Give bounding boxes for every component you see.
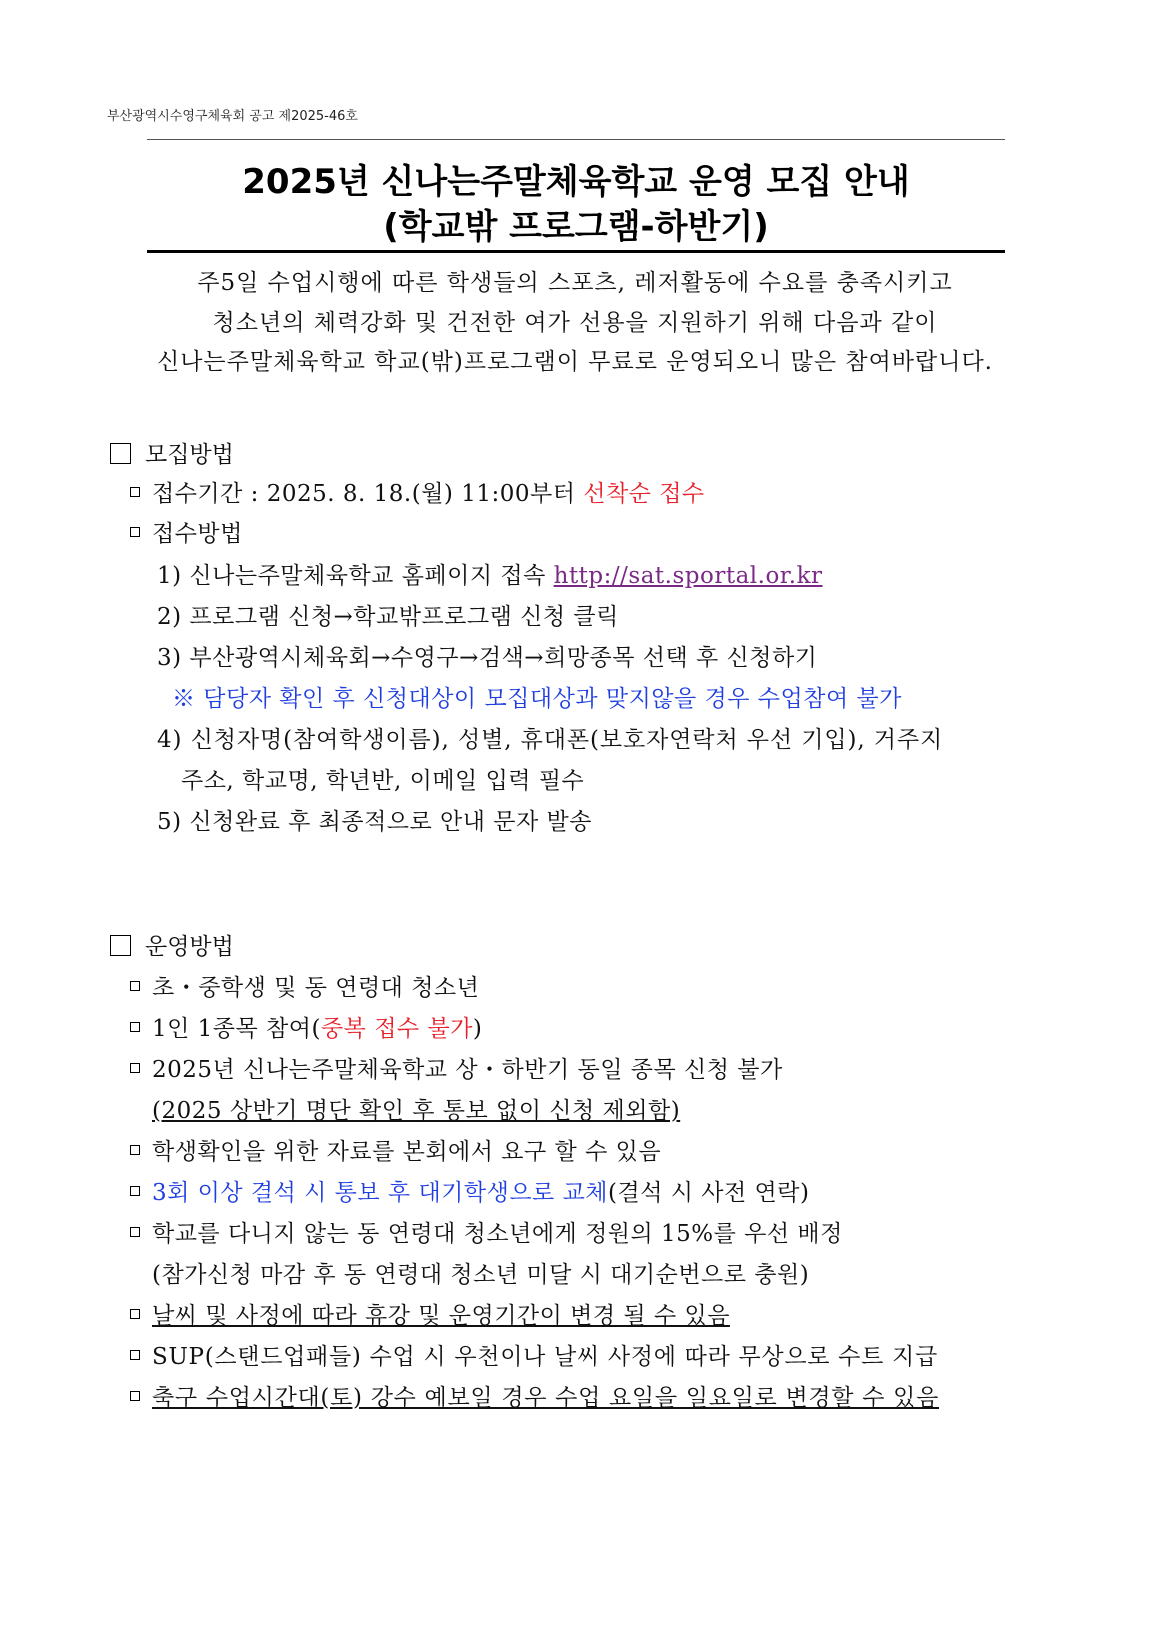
recruit-step-3: 3) 부산광역시체육회→수영구→검색→희망종목 선택 후 신청하기 [157,645,818,671]
recruit-note: ※ 담당자 확인 후 신청대상이 모집대상과 맞지않을 경우 수업참여 불가 [172,686,902,712]
intro-line-3: 신나는주말체육학교 학교(밖)프로그램이 무료로 운영되오니 많은 참여바랍니다. [156,349,993,375]
intro-line-1: 주5일 수업시행에 따른 학생들의 스포츠, 레저활동에 수요를 충족시키고 [197,270,953,296]
recruit-period [130,475,705,508]
recruit-step-2: 2) 프로그램 신청→학교밖프로그램 신청 클릭 [157,604,619,630]
operation-item-3-note: (2025 상반기 명단 확인 후 통보 없이 신청 제외함) [152,1098,681,1124]
bullet-square-icon [130,1186,140,1196]
operation-item-2-close: ) [472,1016,483,1042]
operation-item-6 [130,1215,843,1248]
bullet-square-icon [130,1022,140,1032]
bullet-square-icon [130,1227,140,1237]
notice-number: 부산광역시수영구체육회 공고 제2025-46호 [107,109,358,124]
recruit-step-1-text: 1) 신나는주말체육학교 홈페이지 접속 [157,563,554,589]
checkbox-square-icon [110,443,131,464]
title-divider [147,250,1005,253]
bullet-square-icon [130,1391,140,1401]
bullet-square-icon [130,527,140,537]
operation-item-9 [130,1379,939,1412]
recruit-step-4-line-1: 4) 신청자명(참여학생이름), 성별, 휴대폰(보호자연락처 우선 기입), 거주지 [157,727,944,753]
recruit-step-5: 5) 신청완료 후 최종적으로 안내 문자 발송 [157,809,592,835]
operation-item-4 [130,1133,661,1166]
bullet-square-icon [130,981,140,991]
bullet-square-icon [130,487,140,497]
operation-item-9-text: 축구 수업시간대(토) 강수 예보일 경우 수업 요일을 일요일로 변경할 수 있음 [152,1385,939,1411]
operation-item-1 [130,969,479,1002]
bullet-square-icon [130,1063,140,1073]
operation-item-5-highlight: 3회 이상 결석 시 통보 후 대기학생으로 교체 [152,1180,609,1206]
section-operation-title: 운영방법 [145,934,234,960]
recruit-method [130,515,243,548]
page-title: 2025년 신나는주말체육학교 운영 모집 안내 [242,162,910,202]
bullet-square-icon [130,1350,140,1360]
checkbox-square-icon [110,935,131,956]
operation-item-8 [130,1338,938,1371]
recruit-method-text: 접수방법 [152,521,243,547]
operation-item-3 [130,1051,783,1084]
header-divider [147,139,1005,140]
recruit-period-highlight: 선착순 접수 [583,481,705,507]
page-subtitle: (학교밖 프로그램-하반기) [383,207,769,247]
operation-item-6-note: (참가신청 마감 후 동 연령대 청소년 미달 시 대기순번으로 충원) [152,1262,810,1288]
recruit-step-1 [157,557,823,590]
section-recruit-title: 모집방법 [145,442,234,468]
section-operation-heading [110,928,234,961]
bullet-square-icon [130,1309,140,1319]
operation-item-6-text: 학교를 다니지 않는 동 연령대 청소년에게 정원의 15%를 우선 배정 [152,1221,843,1247]
operation-item-7 [130,1297,730,1330]
intro-line-2: 청소년의 체력강화 및 건전한 여가 선용을 지원하기 위해 다음과 같이 [212,310,938,336]
bullet-square-icon [130,1145,140,1155]
operation-item-8-text: SUP(스탠드업패들) 수업 시 우천이나 날씨 사정에 따라 무상으로 수트 지급 [152,1344,938,1370]
operation-item-2-text: 1인 1종목 참여( [152,1016,321,1042]
operation-item-5-text: (결석 시 사전 연락) [608,1180,810,1206]
operation-item-2-highlight: 중복 접수 불가 [320,1016,473,1042]
operation-item-7-text: 날씨 및 사정에 따라 휴강 및 운영기간이 변경 될 수 있음 [152,1303,730,1329]
operation-item-3-text: 2025년 신나는주말체육학교 상・하반기 동일 종목 신청 불가 [152,1057,783,1083]
recruit-step-4-line-2: 주소, 학교명, 학년반, 이메일 입력 필수 [181,768,585,794]
section-recruit-heading [110,436,234,469]
recruit-period-text: 접수기간 : 2025. 8. 18.(월) 11:00부터 [152,481,584,507]
operation-item-5 [130,1174,809,1207]
operation-item-2 [130,1010,482,1043]
operation-item-4-text: 학생확인을 위한 자료를 본회에서 요구 할 수 있음 [152,1139,662,1165]
operation-item-1-text: 초・중학생 및 동 연령대 청소년 [152,975,480,1001]
homepage-link[interactable]: http://sat.sportal.or.kr [553,563,823,589]
